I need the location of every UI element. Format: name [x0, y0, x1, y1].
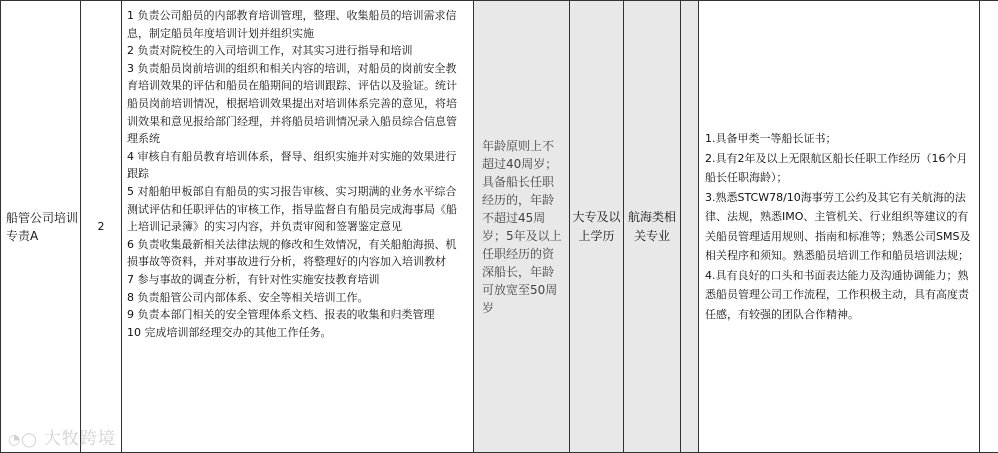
education-cell	[570, 1, 624, 453]
headcount: 2	[97, 220, 105, 233]
position-cell	[1, 1, 81, 453]
duty-item: 4 审核自有船员教育培训体系，督导、组织实施并对实施的效果进行跟踪	[127, 149, 457, 181]
duty-item: 9 负责本部门相关的安全管理体系文档、报表的收集和归类管理	[127, 308, 435, 322]
duty-item: 5 对船舶甲板部自有船员的实习报告审核、实习期满的业务水平综合测试评估和任职评估的审核工作，指导监督自有船员完成海事局《船上培训记录簿》的实习内容，并负责审阅和签署鉴定意见	[127, 184, 457, 234]
duties-cell	[122, 1, 474, 453]
watermark-text: 大牧跨境	[43, 429, 116, 449]
watermark	[8, 424, 116, 449]
watermark-logo-icon: ◔◯	[8, 432, 38, 448]
empty-cell	[980, 1, 998, 453]
requirement-item: 2.具有2年及以上无限航区船长任职工作经历（16个月船长任职海龄）；	[705, 151, 968, 184]
headcount-cell	[81, 1, 122, 453]
duty-item: 3 负责船员岗前培训的组织和相关内容的培训，对船员的岗前安全教育培训效果的评估和船员在船期间的培训跟踪、评估以及验证。统计船员岗前培训情况，根据培训效果提出对培训体系完善的意见，将培训效果和意见报给部门经理，并将船员培训情况录入船员综合信息管理系统	[127, 61, 457, 146]
requirement-item: 3.熟悉STCW78/10海事劳工公约及其它有关航海的法律、法规，熟悉IMO、主管机关、行业组织等建议的有关船员管理适用规则、指南和标准等；熟悉公司SMS及相关程序和须知。熟悉船员培训工作和船员培训法规；	[705, 190, 971, 262]
duty-item: 2 负责对院校生的入司培训工作，对其实习进行指导和培训	[127, 44, 413, 58]
requirements-cell	[699, 1, 980, 453]
requirement-item: 1.具备甲类一等船长证书；	[705, 132, 837, 145]
education-requirement: 大专及以上学历	[572, 209, 621, 243]
requirement-item: 4.具有良好的口头和书面表达能力及沟通协调能力；熟悉船员管理公司工作流程，工作积极主动，具有高度责任感，有较强的团队合作精神。	[705, 268, 969, 321]
position-title: 船管公司培训专责A	[6, 210, 79, 243]
empty-cell	[681, 1, 699, 453]
age-cell	[474, 1, 570, 453]
duty-item: 6 负责收集最新相关法律法规的修改和生效情况，有关船舶海损、机损事故等资料，并对事故进行分析，将整理好的内容加入培训教材	[127, 237, 457, 269]
table-row	[1, 1, 998, 453]
duty-item: 8 负责船管公司内部体系、安全等相关培训工作。	[127, 290, 369, 304]
major-cell	[624, 1, 681, 453]
duty-item: 1 负责公司船员的内部教育培训管理，整理、收集船员的培训需求信息，制定船员年度培训计划并组织实施	[127, 9, 457, 40]
age-requirement: 年龄原则上不超过40周岁；具备船长任职经历的，年龄不超过45周岁；5年及以上任职经历的资深船长，年龄可放宽至50周岁	[482, 138, 562, 315]
major-requirement: 航海类相关专业	[627, 209, 676, 243]
duty-item: 7 参与事故的调查分析，有针对性实施安技教育培训	[127, 272, 380, 286]
duty-item: 10 完成培训部经理交办的其他工作任务。	[127, 325, 332, 339]
